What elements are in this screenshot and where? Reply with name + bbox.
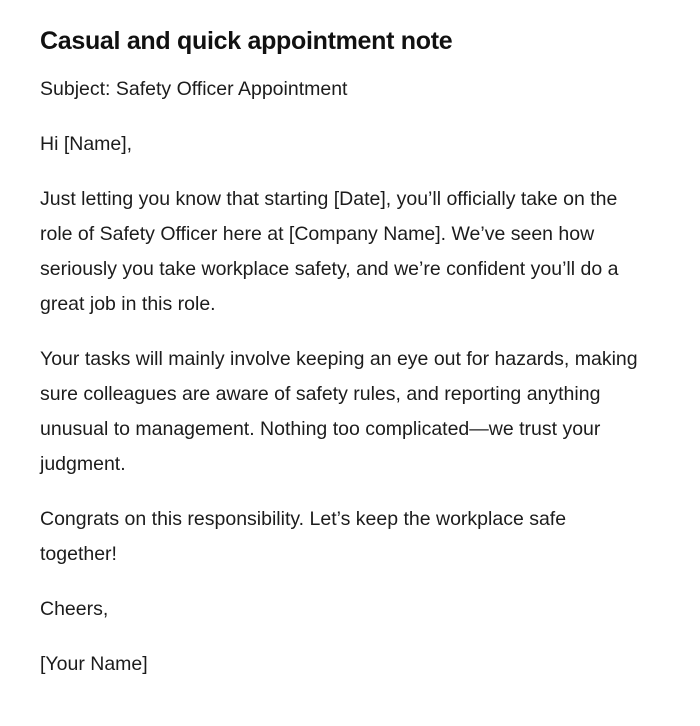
body-paragraph-2: Your tasks will mainly involve keeping an eye out for hazards, making sure colleagues are aware of safety rules, and reporting anything unusual to management. Nothing too complicated—we trust your judgment. xyxy=(40,348,638,475)
subject-line: Subject: Safety Officer Appointment xyxy=(40,78,348,100)
body-paragraph-1: Just letting you know that starting [Date], you’ll officially take on the role of Safety Officer here at [Company Name]. We’ve seen how seriously you take workplace safety, and we’re confident you’ll do a great job in this role. xyxy=(40,188,619,315)
body-paragraph-3: Congrats on this responsibility. Let’s keep the workplace safe together! xyxy=(40,508,567,565)
closing: Cheers, xyxy=(40,598,109,620)
greeting: Hi [Name], xyxy=(40,133,133,155)
document-title: Casual and quick appointment note xyxy=(40,27,453,55)
signature: [Your Name] xyxy=(40,653,148,675)
